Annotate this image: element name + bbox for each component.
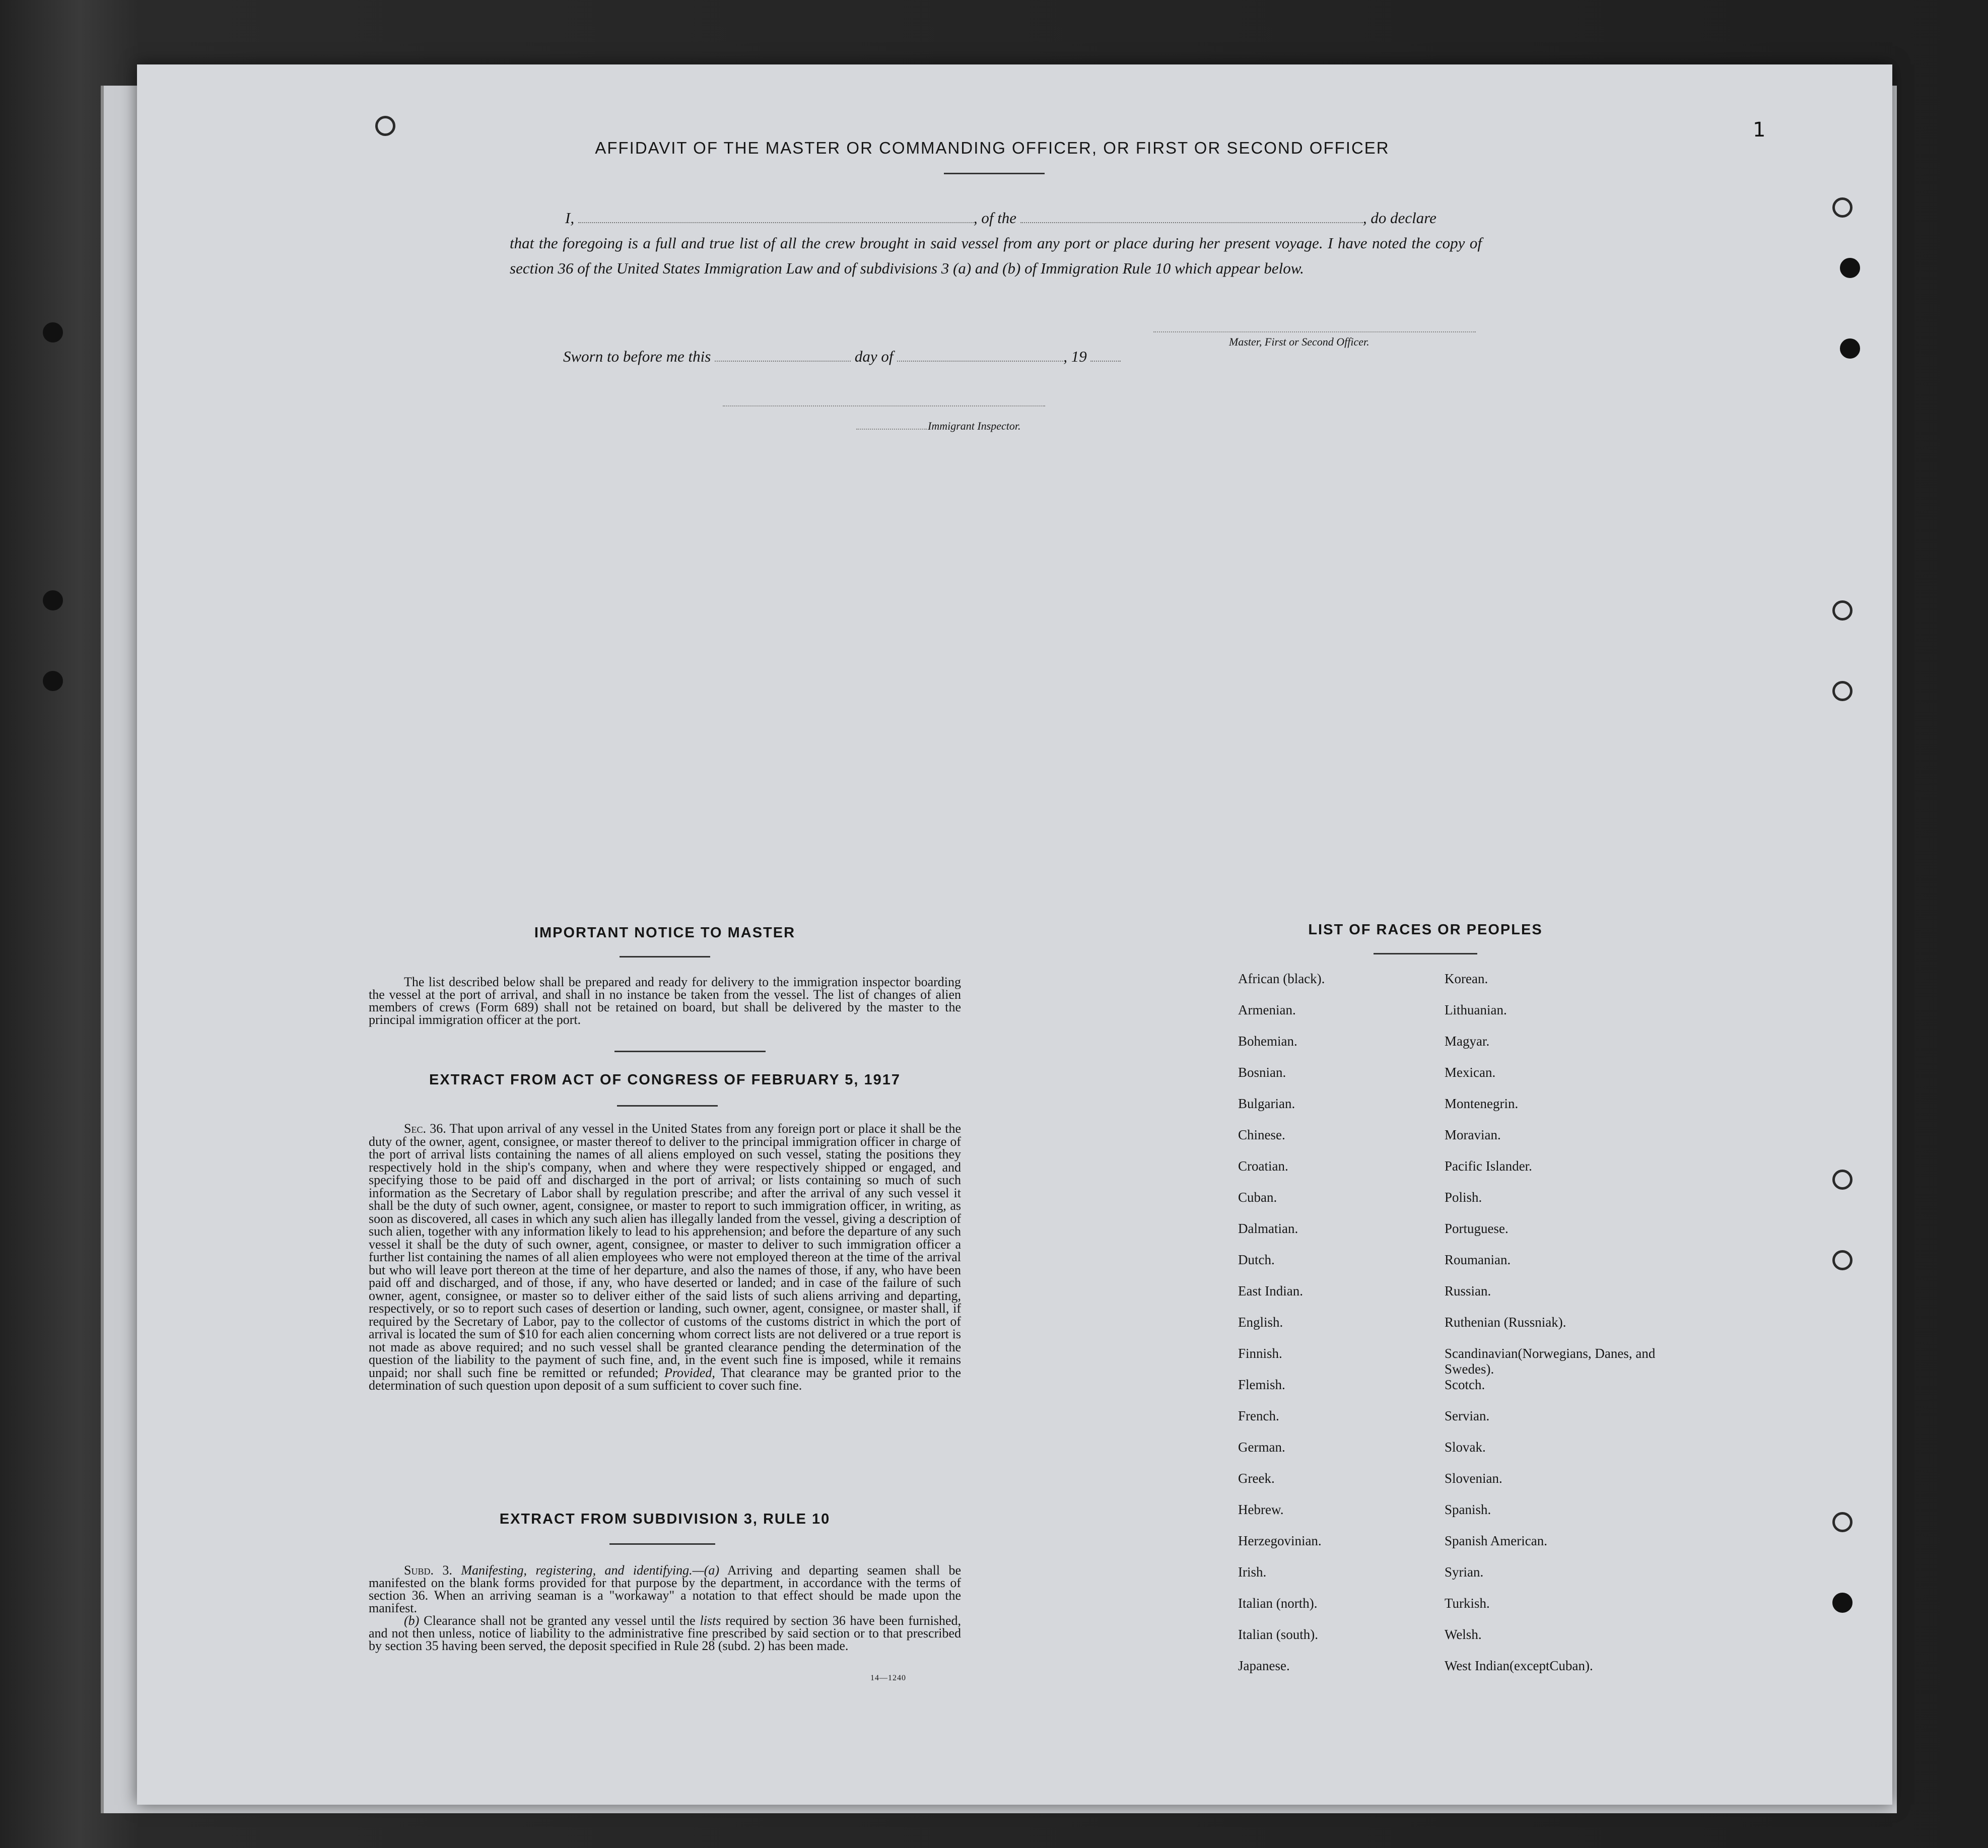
rule-part-b-lists: lists	[700, 1613, 721, 1628]
race-item: Chinese.	[1238, 1127, 1285, 1142]
declaration-i: I,	[565, 209, 575, 227]
race-item: Armenian.	[1238, 1002, 1296, 1017]
rule-extract-heading-rule	[609, 1543, 715, 1545]
races-heading: LIST OF RACES OR PEOPLES	[1308, 922, 1543, 938]
binder-hole-icon	[1840, 338, 1860, 359]
sworn-day-of: day of	[854, 348, 894, 365]
inspector-signature-line[interactable]	[723, 405, 1045, 406]
race-item: African (black).	[1238, 971, 1325, 986]
act-extract-heading: EXTRACT FROM ACT OF CONGRESS OF FEBRUARY 5, 1917	[429, 1072, 901, 1088]
sworn-month-blank[interactable]	[897, 348, 1063, 362]
race-item: Spanish.	[1445, 1502, 1491, 1517]
race-item: Welsh.	[1445, 1627, 1482, 1642]
race-item: Japanese.	[1238, 1658, 1290, 1673]
rule-part-b-label: (b)	[404, 1613, 420, 1628]
binder-hole-icon	[1832, 197, 1853, 218]
rule-subd-title: Manifesting, registering, and identifying.—(a)	[461, 1563, 720, 1578]
sworn-prefix: Sworn to before me this	[563, 348, 711, 365]
act-body-main: That upon arrival of any vessel in the United States from any foreign port or place it shall be the duty of the owner, agent, consignee, or master thereof to deliver to the principal immigration officer in charge of the port of arrival lists containing the names of all aliens employed on such vessel, stating the positions they respectively hold in the ship's company, when and where they were respectively shipped or engaged, and specifying those to be paid off and discharged in the port of arrival; or lists containing so much of such information as the Secretary of Labor shall by regulation prescribe; and after the arrival of any such vessel it shall be the duty of such owner, agent, consignee, or master to report to such immigration officer, in writing, as soon as discovered, all cases in which any such alien has illegally landed from the vessel, giving a description of such alien, together with any information likely to lead to his apprehension; and before the departure of any such vessel it shall be the duty of such owner, agent, consignee, or master to deliver to such immigration officer a further list containing the names of all alien employees who were not employed thereon at the time of the arrival but who will leave port thereon at the time of her departure, and also the names of those, if any, who have been paid off and discharged, and of those, if any, who have deserted or landed; and in case of the failure of such owner, agent, consignee, or master so to deliver either of the said lists of such aliens arriving and departing, respectively, or so to report such cases of desertion or landing, such owner, agent, consignee, or master shall, if required by the Secretary of Labor, pay to the collector of customs of the customs district in which the port of arrival is located the sum of $10 for each alien concerning whom correct lists are not delivered or a true report is not made as above required; and no such vessel shall be granted clearance pending the determination of the question of the liability to the payment of such fine, and, in the event such fine is imposed, while it remains unpaid; nor shall such fine be remitted or refunded;	[369, 1121, 962, 1380]
race-item: Magyar.	[1445, 1034, 1490, 1049]
officer-name-blank[interactable]	[578, 209, 974, 223]
inspector-caption-leader	[856, 429, 927, 430]
rule-extract-body	[369, 1564, 961, 1652]
sworn-year-blank[interactable]	[1090, 348, 1121, 362]
race-item: East Indian.	[1238, 1283, 1303, 1298]
page-number-mark: 1	[1753, 118, 1766, 142]
race-item: Pacific Islander.	[1445, 1158, 1532, 1174]
race-item: Scotch.	[1445, 1377, 1485, 1392]
race-item: Bosnian.	[1238, 1065, 1286, 1080]
race-item: Hebrew.	[1238, 1502, 1284, 1517]
binder-hole-icon	[1832, 1593, 1853, 1613]
race-item: Croatian.	[1238, 1158, 1288, 1174]
race-item: Moravian.	[1445, 1127, 1501, 1142]
binder-hole-icon	[43, 590, 63, 610]
race-item: Flemish.	[1238, 1377, 1285, 1392]
race-item: Servian.	[1445, 1408, 1490, 1423]
race-item: Greek.	[1238, 1471, 1275, 1486]
declaration-of-the: , of the	[973, 209, 1017, 227]
races-right-column	[1445, 971, 1666, 1689]
rule-part-a: Arriving and departing seamen shall be manifested on the blank forms provided for that purpose by the department, in accordance with the terms of section 36. When an arriving seaman is a "workaway" a notation to that effect should be made upon the manifest.	[369, 1563, 962, 1615]
race-item: Scandinavian(Norwegians, Danes, and Swedes).	[1445, 1346, 1656, 1377]
sworn-year: , 19	[1063, 348, 1087, 365]
binder-hole-icon	[43, 671, 63, 691]
rule-part-b-before: Clearance shall not be granted any vessel until the	[424, 1613, 696, 1628]
race-item: Montenegrin.	[1445, 1096, 1519, 1111]
notice-body: The list described below shall be prepared and ready for delivery to the immigration inspector boarding the vessel at the port of arrival, and shall in no instance be taken from the vessel. The list of changes of alien members of crews (Form 689) shall not be retained on board, but shall be delivered by the master to the principal immigration officer at the port.	[369, 975, 961, 1027]
race-item: Portuguese.	[1445, 1221, 1509, 1236]
binder-hole-icon	[1832, 600, 1853, 621]
race-item: Polish.	[1445, 1190, 1482, 1205]
race-item: Slovenian.	[1445, 1471, 1502, 1486]
affidavit-title: AFFIDAVIT OF THE MASTER OR COMMANDING OFFICER, OR FIRST OR SECOND OFFICER	[595, 139, 1390, 157]
race-item: Lithuanian.	[1445, 1002, 1507, 1017]
rule-part-b-after: required by section 36 have been furnished, and not then unless, notice of liability to the administrative fine prescribed by said section or to that prescribed by section 35 having been served, the deposit specified in Rule 28 (subd. 2) has been made.	[369, 1613, 962, 1653]
race-item: West Indian(exceptCuban).	[1445, 1658, 1593, 1673]
act-section-label: Sec. 36.	[404, 1121, 446, 1136]
sworn-statement	[563, 348, 1121, 366]
binder-hole-icon	[1840, 258, 1860, 278]
declaration-do-declare: , do declare	[1362, 209, 1436, 227]
rule-extract-heading: EXTRACT FROM SUBDIVISION 3, RULE 10	[499, 1511, 831, 1527]
act-body-provided: That clearance may be granted prior to the determination of such question upon deposit of a sum sufficient to cover such fine.	[369, 1365, 962, 1393]
binder-hole-icon	[43, 322, 63, 343]
race-item: Spanish American.	[1445, 1533, 1547, 1548]
rule-subd-label: Subd. 3.	[404, 1563, 452, 1578]
race-item: Italian (south).	[1238, 1627, 1318, 1642]
binder-hole-icon	[1832, 1250, 1853, 1270]
declaration-text: that the foregoing is a full and true list of all the crew brought in said vessel from any port or place during her present voyage. I have noted the copy of section 36 of the United States Immigration Law and of subdivisions 3 (a) and (b) of Immigration Rule 10 which appear below.	[510, 234, 1482, 277]
form-number: 14—1240	[870, 1674, 906, 1682]
race-item: Irish.	[1238, 1564, 1267, 1580]
race-item: Mexican.	[1445, 1065, 1496, 1080]
race-item: Roumanian.	[1445, 1252, 1511, 1267]
binder-hole-icon	[1832, 681, 1853, 701]
race-item: Dalmatian.	[1238, 1221, 1298, 1236]
affidavit-title-rule	[944, 173, 1045, 174]
race-item: Finnish.	[1238, 1346, 1282, 1361]
act-extract-heading-rule	[617, 1105, 718, 1107]
vessel-name-blank[interactable]	[1020, 209, 1363, 223]
master-signature-line[interactable]	[1153, 331, 1476, 332]
affidavit-declaration	[510, 206, 1482, 281]
races-left-column	[1238, 971, 1429, 1689]
notice-heading: IMPORTANT NOTICE TO MASTER	[534, 925, 796, 941]
race-item: Ruthenian (Russniak).	[1445, 1315, 1566, 1330]
race-item: Herzegovinian.	[1238, 1533, 1322, 1548]
race-item: Russian.	[1445, 1283, 1491, 1298]
act-provided-word: Provided,	[664, 1365, 715, 1380]
races-heading-rule	[1374, 953, 1477, 954]
race-item: Dutch.	[1238, 1252, 1275, 1267]
binder-hole-icon	[1832, 1170, 1853, 1190]
race-item: English.	[1238, 1315, 1283, 1330]
race-item: Slovak.	[1445, 1440, 1486, 1455]
notice-separator-rule	[614, 1051, 766, 1052]
race-item: Syrian.	[1445, 1564, 1484, 1580]
binder-hole-icon	[375, 116, 395, 136]
race-item: German.	[1238, 1440, 1285, 1455]
notice-heading-rule	[620, 956, 710, 957]
race-item: Korean.	[1445, 971, 1488, 986]
binder-hole-icon	[1832, 1512, 1853, 1532]
race-item: Bulgarian.	[1238, 1096, 1295, 1111]
race-item: Italian (north).	[1238, 1596, 1318, 1611]
act-extract-body	[369, 1122, 961, 1392]
inspector-caption: Immigrant Inspector.	[928, 420, 1021, 432]
race-item: Turkish.	[1445, 1596, 1490, 1611]
race-item: French.	[1238, 1408, 1279, 1423]
race-item: Cuban.	[1238, 1190, 1277, 1205]
sworn-day-blank[interactable]	[715, 348, 851, 362]
race-item: Bohemian.	[1238, 1034, 1297, 1049]
master-signature-caption: Master, First or Second Officer.	[1229, 335, 1369, 348]
